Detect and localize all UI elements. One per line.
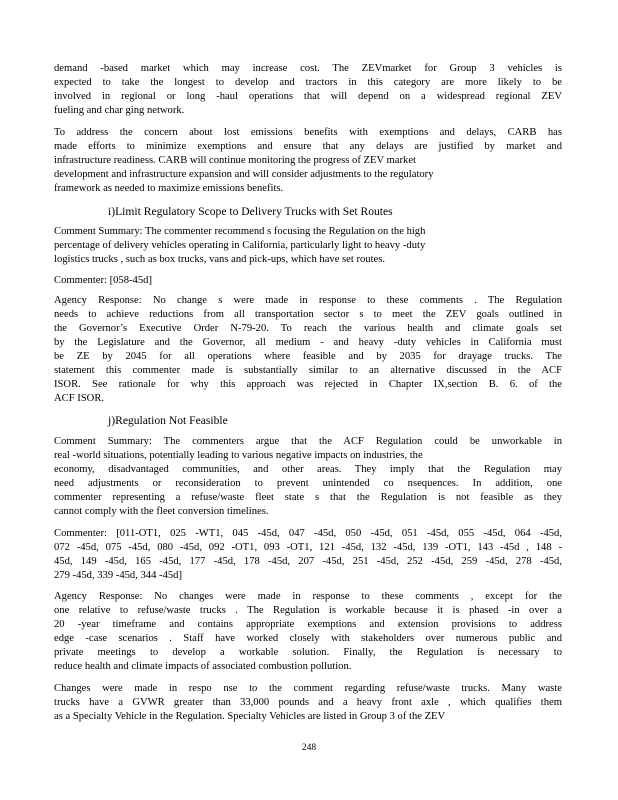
text-line: by the Legislature and the Governor, all medium - and heavy -duty vehicles in California must [54, 337, 562, 348]
text-line: made efforts to minimize exemptions and ensure that any delays are justified by market and [54, 141, 562, 152]
text-line: edge -case scenarios . Staff have worked closely with stakeholders over numerous public and [54, 633, 562, 644]
text-line: development and infrastructure expansion and will consider adjustments to the regulatory [54, 169, 434, 180]
text-line: Commenter: [011-OT1, 025 -WT1, 045 -45d, 047 -45d, 050 -45d, 051 -45d, 055 -45d, 064 -45d, [54, 528, 562, 539]
text-line: one relative to refuse/waste trucks . The Regulation is workable because it is phased -in over a [54, 605, 562, 616]
text-line: ISOR. See rationale for why this approach was rejected in Chapter IX,section B. 6. of the [54, 379, 562, 390]
page-number: 248 [301, 743, 317, 753]
text-line: private meetings to develop a workable solution. Finally, the Regulation is necessary to [54, 647, 562, 658]
text-line: cannot comply with the fleet conversion timelines. [54, 506, 269, 517]
changes-paragraph [54, 682, 562, 724]
text-line: percentage of delivery vehicles operating in California, particularly light to heavy -duty [54, 240, 426, 251]
text-line: 279 -45d, 339 -45d, 344 -45d] [54, 570, 182, 581]
text-line: infrastructure readiness. CARB will continue monitoring the progress of ZEV market [54, 155, 416, 166]
text-line: Comment Summary: The commenter recommend s focusing the Regulation on the high [54, 226, 426, 237]
text-line: be ZE by 2045 for all operations where feasible and by 2035 for drayage trucks. The [54, 351, 562, 362]
text-line: as a Specialty Vehicle in the Regulation. Specialty Vehicles are listed in Group 3 of the ZEV [54, 711, 446, 722]
text-line: the Governor’s Executive Order N-79-20. To reach the various health and climate goals set [54, 323, 562, 334]
commenter-list-not-feasible [54, 527, 562, 583]
paragraph-carb-efforts [54, 126, 562, 196]
text-line: 45d, 149 -45d, 165 -45d, 177 -45d, 178 -45d, 207 -45d, 251 -45d, 252 -45d, 259 -45d, 278 -45d, [54, 556, 562, 567]
agency-response-not-feasible [54, 590, 562, 674]
commenter-limit-scope [54, 274, 562, 288]
text-line: 20 -year timeframe and contains appropriate exemptions and extension provisions to address [54, 619, 562, 630]
section-heading-not-feasible: j)Regulation Not Feasible [108, 414, 228, 427]
text-line: needs to achieve reductions from all transportation sector s to meet the ZEV goals outlined in [54, 309, 562, 320]
text-line: logistics trucks , such as box trucks, vans and pick-ups, which have set routes. [54, 254, 385, 265]
section-heading-limit-scope: i)Limit Regulatory Scope to Delivery Trucks with Set Routes [108, 205, 393, 218]
text-line: need adjustments or reconsideration to prevent unintended co nsequences. In addition, one [54, 478, 562, 489]
text-line: reduce health and climate impacts of associated combustion pollution. [54, 661, 352, 672]
text-line: To address the concern about lost emissions benefits with exemptions and delays, CARB has [54, 127, 562, 138]
text-line: Agency Response: No changes were made in response to these comments , except for the [54, 591, 562, 602]
text-line: involved in regional or long -haul operations that will depend on a widespread regional ZEV [54, 91, 562, 102]
text-line: ACF ISOR. [54, 393, 105, 404]
text-line: framework as needed to maximize emissions benefits. [54, 183, 284, 194]
text-line: 072 -45d, 075 -45d, 080 -45d, 092 -OT1, 093 -OT1, 121 -45d, 132 -45d, 139 -OT1, 143 -45d , 148 - [54, 542, 562, 553]
text-line: commenter representing a refuse/waste fleet state s that the Regulation is not feasible as they [54, 492, 562, 503]
text-line: trucks have a GVWR greater than 33,000 pounds and a heavy front axle , which qualifies them [54, 697, 562, 708]
text-line: economy, disadvantaged communities, and other areas. They imply that the Regulation may [54, 464, 562, 475]
comment-summary-not-feasible [54, 435, 562, 519]
text-line: demand -based market which may increase cost. The ZEVmarket for Group 3 vehicles is [54, 63, 562, 74]
paragraph-zev-market [54, 62, 562, 118]
text-line: Commenter: [058-45d] [54, 275, 152, 286]
text-line: Agency Response: No change s were made in response to these comments . The Regulation [54, 295, 562, 306]
text-line: real -world situations, potentially leading to various negative impacts on industries, the [54, 450, 423, 461]
text-line: fueling and char ging network. [54, 105, 185, 116]
text-line: expected to take the longest to develop and tractors in this category are more likely to be [54, 77, 562, 88]
comment-summary-limit-scope [54, 225, 562, 267]
agency-response-limit-scope [54, 294, 562, 406]
text-line: Comment Summary: The commenters argue that the ACF Regulation could be unworkable in [54, 436, 562, 447]
text-line: Changes were made in respo nse to the comment regarding refuse/waste trucks. Many waste [54, 683, 562, 694]
text-line: statement this commenter made is substantially similar to an alternative discussed in the ACF [54, 365, 562, 376]
